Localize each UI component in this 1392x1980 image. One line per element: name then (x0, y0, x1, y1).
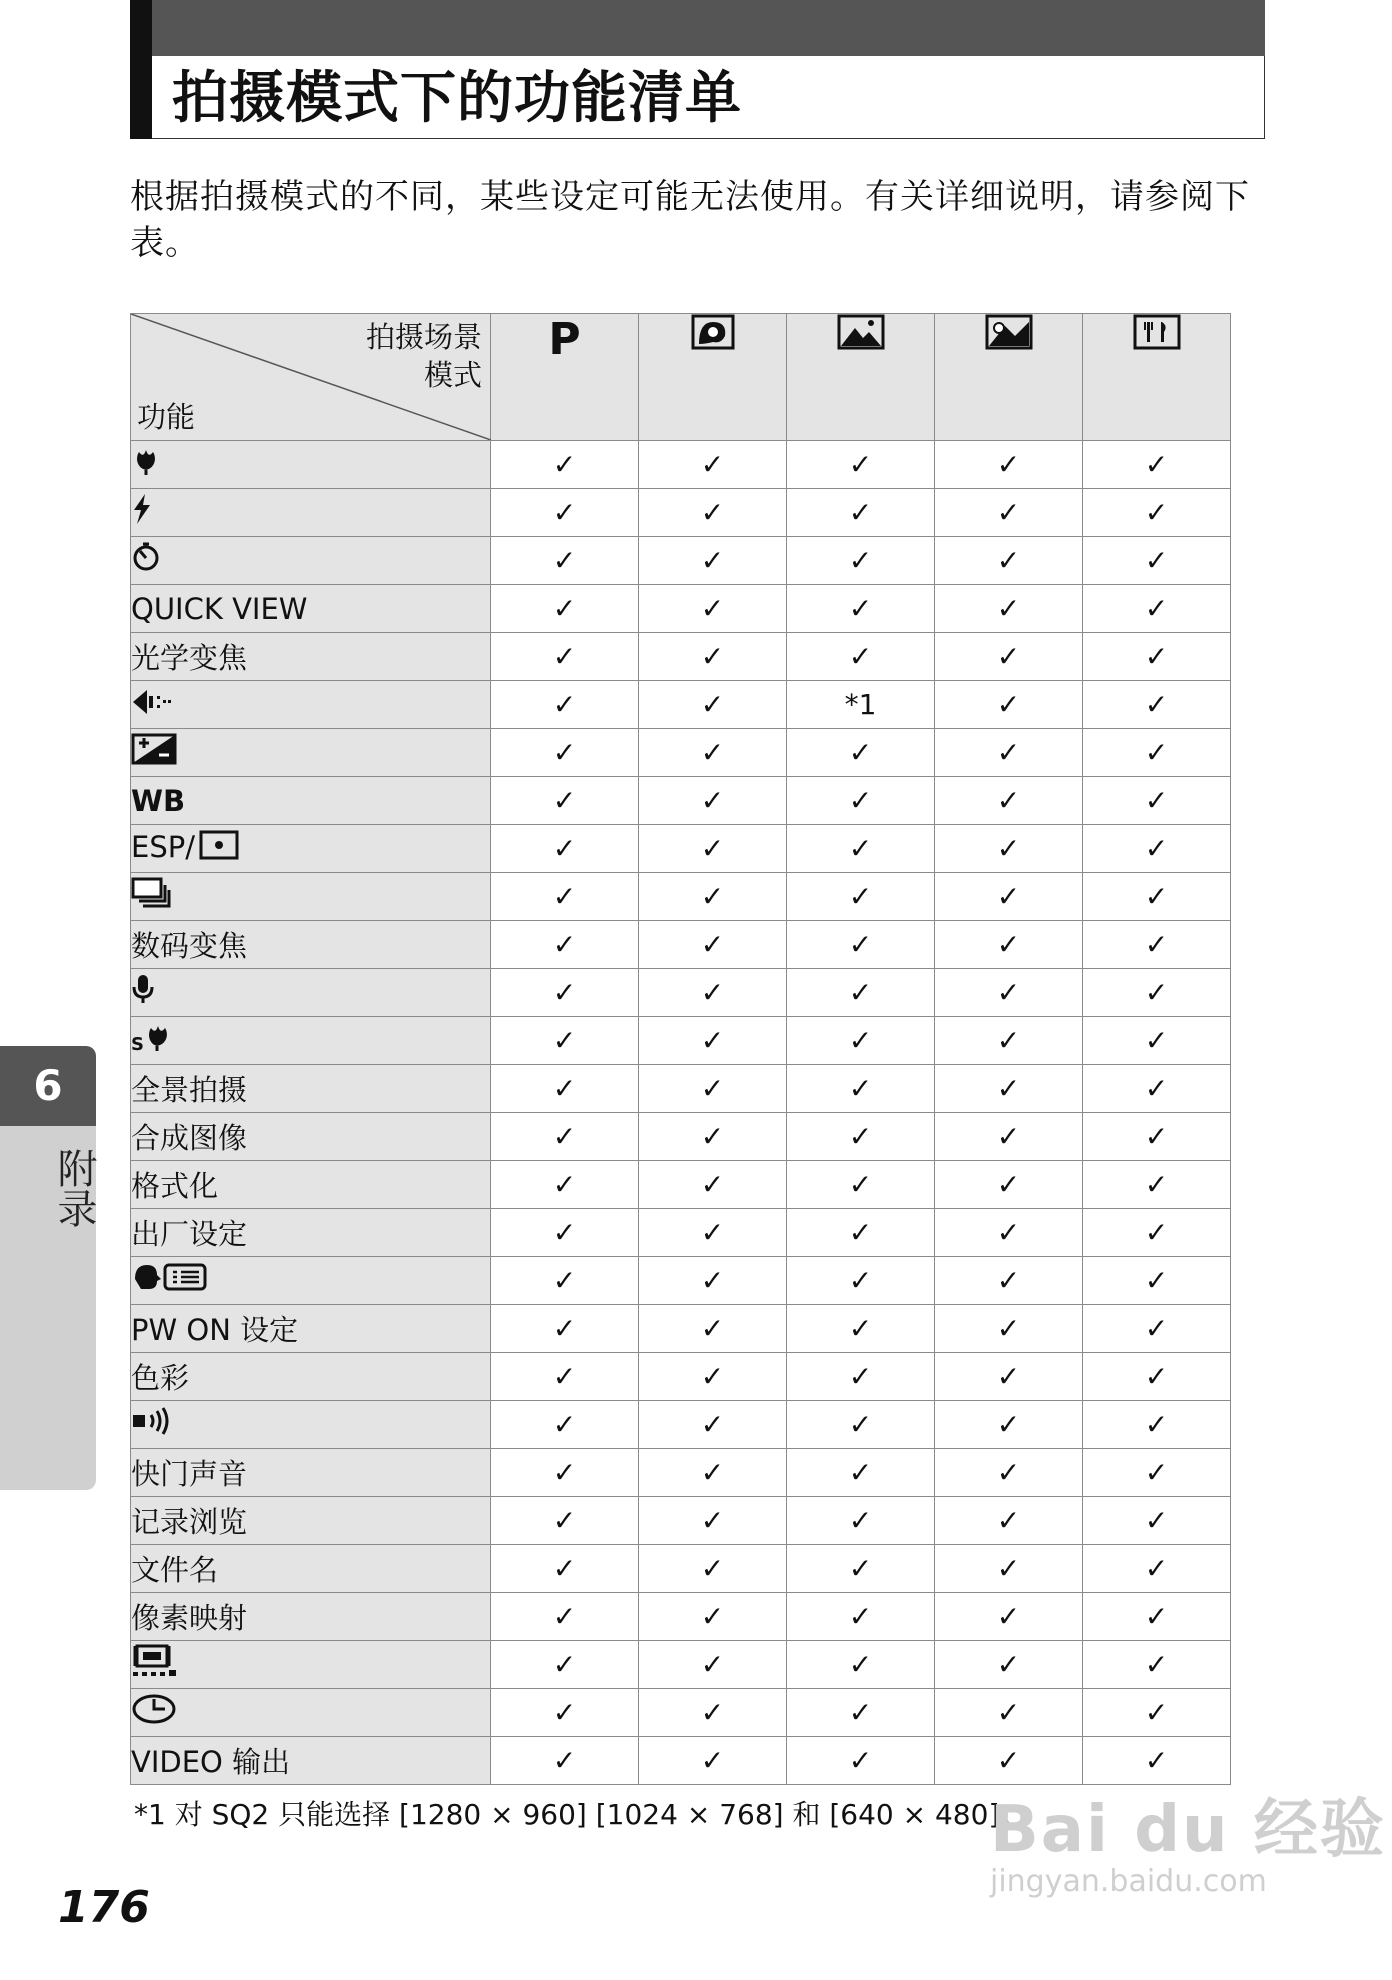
function-name-cell (131, 1497, 491, 1545)
function-name: WB (131, 783, 186, 818)
availability-cell: ✓ (1083, 1737, 1231, 1785)
function-name-cell (131, 681, 491, 729)
availability-cell: ✓ (1083, 489, 1231, 537)
availability-cell: ✓ (1083, 1113, 1231, 1161)
availability-cell: ✓ (639, 1449, 787, 1497)
availability-cell: ✓ (1083, 1017, 1231, 1065)
availability-cell: ✓ (787, 969, 935, 1017)
availability-cell: ✓ (935, 537, 1083, 585)
availability-cell: ✓ (491, 1689, 639, 1737)
language-icon (131, 1261, 211, 1300)
availability-cell: ✓ (787, 1353, 935, 1401)
function-name: 数码变焦 (131, 929, 248, 963)
table-row (131, 1257, 1231, 1305)
availability-cell: ✓ (787, 1305, 935, 1353)
table-row (131, 873, 1231, 921)
image-quality-icon-graphic (131, 688, 173, 716)
availability-cell: ✓ (639, 1305, 787, 1353)
function-name: 光学变焦 (131, 641, 248, 675)
availability-cell: ✓ (639, 1689, 787, 1737)
function-name-cell (131, 537, 491, 585)
function-name: QUICK VIEW (131, 591, 308, 626)
table-row (131, 585, 1231, 633)
availability-cell: ✓ (639, 1065, 787, 1113)
function-name: 合成图像 (131, 1121, 248, 1155)
availability-cell: ✓ (491, 1257, 639, 1305)
availability-cell: ✓ (1083, 1401, 1231, 1449)
function-name-cell (131, 1401, 491, 1449)
function-name-cell (131, 1017, 491, 1065)
availability-cell: ✓ (639, 633, 787, 681)
availability-cell: ✓ (1083, 1689, 1231, 1737)
availability-cell: ✓ (491, 537, 639, 585)
function-name-cell (131, 1353, 491, 1401)
function-table (130, 313, 1231, 1785)
watermark-url: jingyan.baidu.com (990, 1864, 1267, 1899)
availability-cell: ✓ (935, 1257, 1083, 1305)
self-timer-icon (131, 542, 161, 579)
table-row (131, 1593, 1231, 1641)
availability-cell: ✓ (1083, 729, 1231, 777)
availability-cell: ✓ (639, 585, 787, 633)
availability-cell: ✓ (1083, 1641, 1231, 1689)
availability-cell: ✓ (1083, 1257, 1231, 1305)
super-macro-icon (131, 1022, 173, 1059)
availability-cell: ✓ (1083, 969, 1231, 1017)
function-name-cell (131, 1689, 491, 1737)
table-row (131, 1689, 1231, 1737)
function-name-cell (131, 729, 491, 777)
function-name: 格式化 (131, 1169, 219, 1203)
title-accent (130, 0, 152, 139)
footnote: *1 对 SQ2 只能选择 [1280 × 960] [1024 × 768] 和 [640 × 480]。 (134, 1798, 1028, 1831)
availability-cell: ✓ (787, 585, 935, 633)
function-name: VIDEO 输出 (131, 1745, 291, 1779)
mode-header-landscape-portrait (935, 314, 1083, 441)
clock-icon-graphic (131, 1693, 177, 1725)
availability-cell: ✓ (491, 1113, 639, 1161)
table-corner-header (131, 314, 491, 441)
availability-cell: ✓ (1083, 1449, 1231, 1497)
chapter-number: 6 (33, 1061, 63, 1110)
availability-cell: *1 (787, 681, 935, 729)
function-name: 记录浏览 (131, 1505, 248, 1539)
function-name: 快门声音 (131, 1457, 248, 1491)
availability-cell: ✓ (935, 1449, 1083, 1497)
table-row (131, 1401, 1231, 1449)
availability-cell: ✓ (491, 921, 639, 969)
program-mode-icon: P (548, 314, 581, 365)
table-row (131, 1353, 1231, 1401)
availability-cell: ✓ (639, 1545, 787, 1593)
availability-cell: ✓ (787, 921, 935, 969)
availability-cell: ✓ (639, 1401, 787, 1449)
availability-cell: ✓ (639, 441, 787, 489)
exposure-compensation-icon (131, 733, 177, 772)
sequential-shooting-icon-graphic (131, 877, 171, 909)
cuisine-mode-icon (1133, 314, 1181, 350)
availability-cell: ✓ (935, 777, 1083, 825)
availability-cell: ✓ (1083, 1545, 1231, 1593)
landscape-mode-icon (837, 314, 885, 350)
table-row (131, 537, 1231, 585)
availability-cell: ✓ (787, 873, 935, 921)
availability-cell: ✓ (935, 1545, 1083, 1593)
function-name: 文件名 (131, 1553, 219, 1587)
availability-cell: ✓ (491, 1497, 639, 1545)
table-row (131, 1017, 1231, 1065)
availability-cell: ✓ (639, 1257, 787, 1305)
function-name-cell (131, 1257, 491, 1305)
function-name: 像素映射 (131, 1601, 248, 1635)
availability-cell: ✓ (491, 1593, 639, 1641)
mode-header-landscape (787, 314, 935, 441)
availability-cell: ✓ (935, 1017, 1083, 1065)
table-row (131, 1641, 1231, 1689)
availability-cell: ✓ (787, 537, 935, 585)
availability-cell: ✓ (787, 1449, 935, 1497)
availability-cell: ✓ (935, 489, 1083, 537)
page-number: 176 (58, 1882, 150, 1933)
microphone-icon-graphic (131, 973, 155, 1005)
function-name-cell (131, 1593, 491, 1641)
availability-cell: ✓ (935, 1689, 1083, 1737)
availability-cell: ✓ (787, 777, 935, 825)
availability-cell: ✓ (935, 1113, 1083, 1161)
table-row (131, 1065, 1231, 1113)
function-name-cell (131, 1545, 491, 1593)
availability-cell: ✓ (1083, 585, 1231, 633)
function-name: 出厂设定 (131, 1217, 248, 1251)
function-name-cell (131, 921, 491, 969)
table-row (131, 441, 1231, 489)
availability-cell: ✓ (787, 1641, 935, 1689)
function-name-cell (131, 1449, 491, 1497)
function-name-cell (131, 1209, 491, 1257)
spot-metering-icon (199, 830, 239, 867)
beep-icon (131, 1406, 175, 1443)
availability-cell: ✓ (639, 1497, 787, 1545)
table-row (131, 1161, 1231, 1209)
availability-cell: ✓ (491, 1737, 639, 1785)
table-row (131, 1545, 1231, 1593)
availability-cell: ✓ (787, 633, 935, 681)
function-name-cell (131, 489, 491, 537)
availability-cell: ✓ (639, 1113, 787, 1161)
availability-cell: ✓ (935, 1209, 1083, 1257)
availability-cell: ✓ (935, 1353, 1083, 1401)
availability-cell: ✓ (491, 825, 639, 873)
availability-cell: ✓ (787, 1065, 935, 1113)
table-row (131, 777, 1231, 825)
availability-cell: ✓ (1083, 1593, 1231, 1641)
availability-cell: ✓ (1083, 825, 1231, 873)
monitor-brightness-icon-graphic (131, 1644, 181, 1678)
availability-cell: ✓ (935, 1497, 1083, 1545)
flash-icon (131, 493, 153, 532)
availability-cell: ✓ (1083, 921, 1231, 969)
availability-cell: ✓ (639, 1737, 787, 1785)
function-name-cell (131, 1305, 491, 1353)
availability-cell: ✓ (935, 633, 1083, 681)
availability-cell: ✓ (639, 681, 787, 729)
availability-cell: ✓ (639, 825, 787, 873)
table-row (131, 969, 1231, 1017)
flash-icon-graphic (131, 493, 153, 525)
function-name-cell (131, 585, 491, 633)
availability-cell: ✓ (1083, 777, 1231, 825)
function-name-cell (131, 873, 491, 921)
svg-text:S: S (131, 1034, 144, 1053)
availability-cell: ✓ (787, 729, 935, 777)
availability-cell: ✓ (491, 1353, 639, 1401)
availability-cell: ✓ (787, 1113, 935, 1161)
availability-cell: ✓ (787, 1737, 935, 1785)
function-label: 功能 (137, 400, 196, 434)
function-name-cell (131, 969, 491, 1017)
availability-cell: ✓ (639, 921, 787, 969)
availability-cell: ✓ (639, 1593, 787, 1641)
mode-header-portrait (639, 314, 787, 441)
table-row (131, 489, 1231, 537)
availability-cell: ✓ (1083, 681, 1231, 729)
availability-cell: ✓ (1083, 1161, 1231, 1209)
availability-cell: ✓ (639, 873, 787, 921)
availability-cell: ✓ (935, 825, 1083, 873)
landscape-portrait-mode-icon (985, 314, 1033, 350)
availability-cell: ✓ (787, 1545, 935, 1593)
availability-cell: ✓ (491, 633, 639, 681)
table-row (131, 921, 1231, 969)
table-row (131, 681, 1231, 729)
availability-cell: ✓ (491, 969, 639, 1017)
availability-cell: ✓ (935, 681, 1083, 729)
function-name-cell (131, 633, 491, 681)
super-macro-icon-graphic (131, 1022, 173, 1052)
availability-cell: ✓ (935, 1401, 1083, 1449)
chapter-label: 附录 (51, 1148, 97, 1228)
function-name-cell (131, 1065, 491, 1113)
availability-cell: ✓ (1083, 1353, 1231, 1401)
availability-cell: ✓ (491, 489, 639, 537)
beep-icon-graphic (131, 1406, 175, 1436)
availability-cell: ✓ (639, 489, 787, 537)
availability-cell: ✓ (935, 1737, 1083, 1785)
availability-cell: ✓ (639, 1353, 787, 1401)
availability-cell: ✓ (491, 681, 639, 729)
availability-cell: ✓ (491, 729, 639, 777)
macro-icon (131, 446, 161, 483)
availability-cell: ✓ (787, 825, 935, 873)
availability-cell: ✓ (1083, 1209, 1231, 1257)
availability-cell: ✓ (787, 489, 935, 537)
availability-cell: ✓ (935, 873, 1083, 921)
availability-cell: ✓ (935, 1065, 1083, 1113)
availability-cell: ✓ (787, 441, 935, 489)
table-row (131, 1113, 1231, 1161)
availability-cell: ✓ (935, 1305, 1083, 1353)
function-name-cell (131, 1641, 491, 1689)
language-icon-graphic (131, 1261, 211, 1293)
availability-cell: ✓ (491, 1017, 639, 1065)
watermark-logo: Bai du 经验 (990, 1793, 1386, 1867)
availability-cell: ✓ (491, 1161, 639, 1209)
microphone-icon (131, 973, 155, 1012)
availability-cell: ✓ (787, 1593, 935, 1641)
availability-cell: ✓ (491, 1065, 639, 1113)
intro-paragraph: 根据拍摄模式的不同，某些设定可能无法使用。有关详细说明，请参阅下表。 (130, 177, 1250, 263)
availability-cell: ✓ (1083, 633, 1231, 681)
macro-icon-graphic (131, 446, 161, 476)
table-row (131, 825, 1231, 873)
availability-cell: ✓ (491, 1209, 639, 1257)
spot-metering-icon-graphic (199, 830, 239, 860)
clock-icon (131, 1693, 177, 1732)
availability-cell: ✓ (491, 1449, 639, 1497)
availability-cell: ✓ (787, 1209, 935, 1257)
availability-cell: ✓ (1083, 441, 1231, 489)
scene-mode-label: 拍摄场景 模式 (365, 320, 482, 392)
availability-cell: ✓ (787, 1161, 935, 1209)
availability-cell: ✓ (787, 1497, 935, 1545)
page-title: 拍摄模式下的功能清单 (172, 66, 742, 131)
self-timer-icon-graphic (131, 542, 161, 572)
availability-cell: ✓ (491, 1545, 639, 1593)
availability-cell: ✓ (639, 1209, 787, 1257)
availability-cell: ✓ (639, 1017, 787, 1065)
availability-cell: ✓ (787, 1689, 935, 1737)
availability-cell: ✓ (787, 1017, 935, 1065)
availability-cell: ✓ (1083, 537, 1231, 585)
availability-cell: ✓ (491, 441, 639, 489)
table-row (131, 633, 1231, 681)
mode-header-cuisine (1083, 314, 1231, 441)
table-row (131, 1449, 1231, 1497)
function-name: ESP/ (131, 829, 195, 864)
table-row (131, 1305, 1231, 1353)
availability-cell: ✓ (935, 729, 1083, 777)
availability-cell: ✓ (935, 1593, 1083, 1641)
monitor-brightness-icon (131, 1644, 181, 1685)
availability-cell: ✓ (491, 873, 639, 921)
function-name: PW ON 设定 (131, 1313, 299, 1347)
table-row (131, 729, 1231, 777)
availability-cell: ✓ (935, 441, 1083, 489)
availability-cell: ✓ (787, 1401, 935, 1449)
availability-cell: ✓ (787, 1257, 935, 1305)
availability-cell: ✓ (1083, 1497, 1231, 1545)
availability-cell: ✓ (935, 585, 1083, 633)
function-name-cell (131, 1113, 491, 1161)
availability-cell: ✓ (1083, 1065, 1231, 1113)
availability-cell: ✓ (491, 585, 639, 633)
portrait-mode-icon (691, 314, 735, 350)
function-name-cell (131, 1737, 491, 1785)
function-name-cell (131, 441, 491, 489)
availability-cell: ✓ (935, 921, 1083, 969)
function-name-cell (131, 825, 491, 873)
availability-cell: ✓ (491, 1401, 639, 1449)
availability-cell: ✓ (491, 777, 639, 825)
mode-header-program (491, 314, 639, 441)
availability-cell: ✓ (639, 1641, 787, 1689)
title-bar (130, 0, 1265, 56)
availability-cell: ✓ (935, 969, 1083, 1017)
availability-cell: ✓ (935, 1161, 1083, 1209)
sequential-shooting-icon (131, 877, 171, 916)
table-row (131, 1497, 1231, 1545)
watermark (990, 1778, 1386, 1899)
availability-cell: ✓ (491, 1641, 639, 1689)
function-name-cell (131, 1161, 491, 1209)
table-row (131, 1209, 1231, 1257)
availability-cell: ✓ (639, 729, 787, 777)
function-name-cell (131, 777, 491, 825)
availability-cell: ✓ (1083, 1305, 1231, 1353)
availability-cell: ✓ (639, 777, 787, 825)
availability-cell: ✓ (639, 969, 787, 1017)
availability-cell: ✓ (1083, 873, 1231, 921)
availability-cell: ✓ (935, 1641, 1083, 1689)
availability-cell: ✓ (491, 1305, 639, 1353)
image-quality-icon (131, 688, 173, 723)
availability-cell: ✓ (639, 537, 787, 585)
function-name: 色彩 (131, 1361, 190, 1395)
function-name: 全景拍摄 (131, 1073, 248, 1107)
exposure-compensation-icon-graphic (131, 733, 177, 765)
availability-cell: ✓ (639, 1161, 787, 1209)
